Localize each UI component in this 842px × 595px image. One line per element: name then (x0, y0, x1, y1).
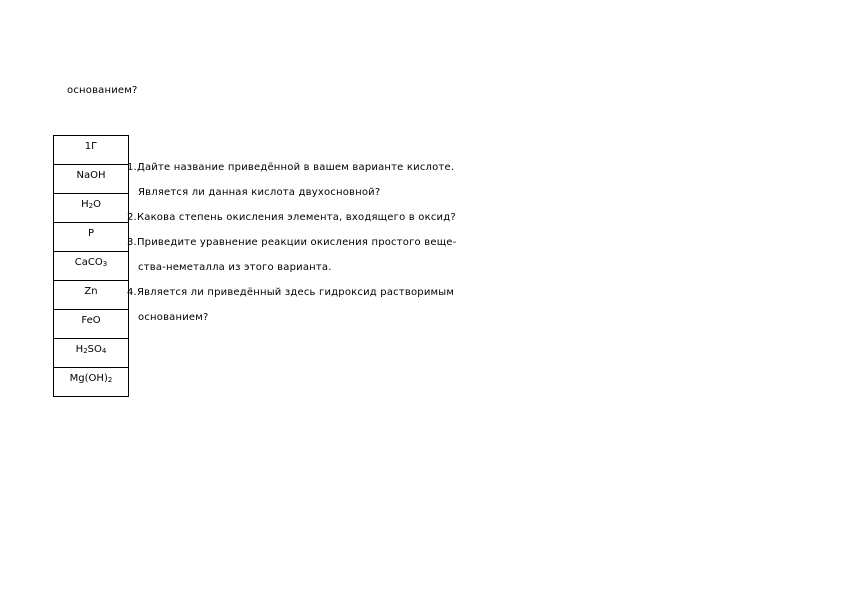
table-row (54, 252, 129, 281)
table-row (54, 310, 129, 339)
formula-cell (54, 310, 129, 339)
formula-segment: Zn (84, 286, 98, 297)
question-text: 2.Какова степень окисления элемента, входящего в оксид? (127, 212, 456, 223)
formula-text (88, 223, 94, 239)
formula-cell (54, 194, 129, 223)
formula-subscript: 2 (107, 376, 113, 384)
question-text: 4.Является ли приведённый здесь гидроксид растворимым (127, 287, 455, 298)
table-row (54, 165, 129, 194)
table-row (54, 339, 129, 368)
formula-segment: NaOH (76, 170, 106, 181)
table-row (54, 223, 129, 252)
question-text-continuation: ства-неметалла из этого варианта. (138, 262, 332, 273)
formula-text (70, 368, 113, 385)
question-text: 1.Дайте название приведённой в вашем варианте кислоте. (127, 162, 455, 173)
question-item (127, 283, 497, 333)
formula-subscript: 2 (88, 202, 94, 210)
formula-text (81, 310, 100, 326)
formula-segment: 1Г (84, 141, 98, 152)
formula-cell (54, 281, 129, 310)
table-row (54, 368, 129, 397)
formula-segment: H (81, 199, 89, 210)
page-text-fragment: основанием? (67, 85, 138, 96)
formula-segment: Mg(OH) (69, 373, 108, 384)
question-text-continuation: основанием? (138, 312, 209, 323)
formula-subscript: 2 (83, 347, 88, 355)
formula-segment: CaCO (74, 257, 103, 268)
formula-text (81, 194, 101, 211)
question-item (127, 158, 497, 208)
formula-text (76, 339, 107, 356)
formula-text (85, 136, 97, 152)
question-text-continuation: Является ли данная кислота двухосновной? (138, 187, 381, 198)
formula-subscript: 3 (102, 260, 108, 268)
formula-text (75, 252, 107, 269)
question-list (127, 158, 497, 333)
formula-subscript: 4 (101, 347, 107, 355)
table-row (54, 194, 129, 223)
formula-text (84, 281, 97, 297)
formula-segment: SO (87, 344, 102, 355)
formula-cell (54, 252, 129, 281)
formula-cell (54, 165, 129, 194)
formula-text (77, 165, 106, 181)
formula-segment: O (93, 199, 101, 210)
formula-cell (54, 339, 129, 368)
question-item (127, 208, 497, 233)
question-item (127, 233, 497, 283)
question-text: 3.Приведите уравнение реакции окисления простого веще- (127, 237, 457, 248)
formula-cell (54, 368, 129, 397)
variant-header-cell (54, 136, 129, 165)
formula-segment: P (87, 228, 95, 239)
formula-segment: H (75, 344, 84, 355)
formula-segment: FeO (81, 315, 101, 326)
table-row (54, 136, 129, 165)
table-row (54, 281, 129, 310)
variant-table (53, 135, 129, 397)
formula-cell (54, 223, 129, 252)
